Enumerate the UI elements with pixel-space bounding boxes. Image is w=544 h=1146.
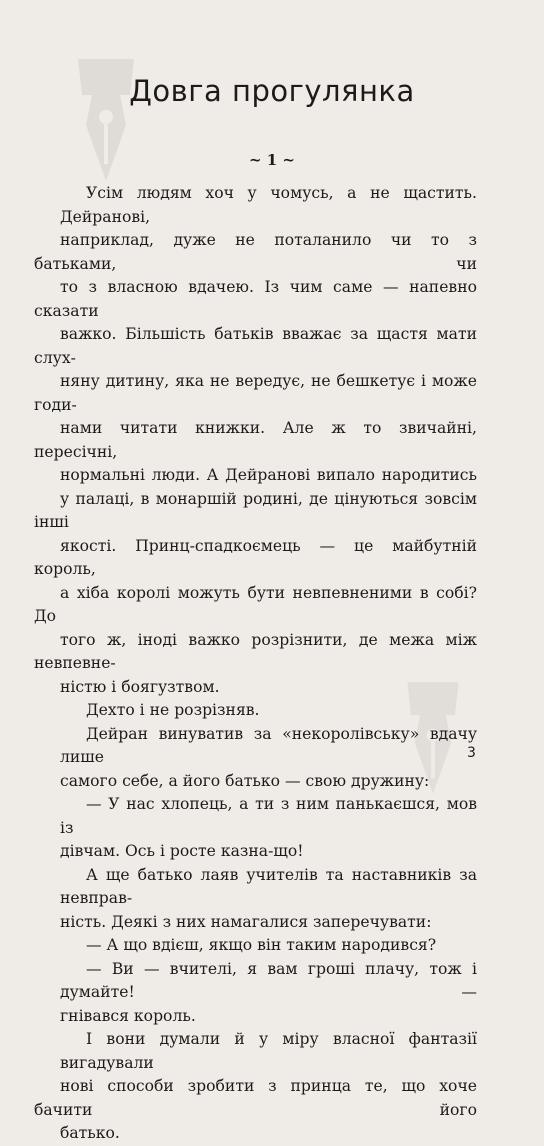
text-line: А ще батько лаяв учителів та наставників за невправ-: [60, 865, 477, 907]
text-line: ність. Деякі з них намагалися заперечувати:: [60, 912, 432, 931]
text-line: нові способи зробити з принца те, що хоче бачити його: [34, 1077, 477, 1119]
text-line: дівчам. Ось і росте казна-що!: [60, 842, 304, 860]
paragraph: [60, 723, 477, 794]
paragraph: [60, 958, 477, 1029]
paragraph: [60, 699, 477, 723]
text-line: нами читати книжки. Але ж то звичайні, пересічні,: [34, 419, 477, 461]
text-line: нормальні люди. А Дейранові випало народитись: [60, 466, 477, 484]
paragraph: [34, 1028, 477, 1146]
text-line: якості. Принц-спадкоємець — це майбутній король,: [34, 536, 477, 578]
page-number: 3: [467, 745, 476, 761]
text-line: гнівався король.: [60, 1006, 196, 1025]
text-line: Дейран винуватив за «некоролівську» вдачу лише: [60, 724, 477, 766]
chapter-number: ~ 1 ~: [248, 151, 296, 169]
paragraph: [60, 793, 477, 864]
text-line: — А що вдієш, якщо він таким народився?: [86, 936, 437, 954]
paragraph: [34, 182, 477, 699]
text-line: — Ви — вчителі, я вам гроші плачу, тож і думайте! —: [60, 959, 477, 1001]
text-line: того ж, іноді важко розрізнити, де межа між невпевне-: [34, 630, 477, 672]
text-line: Усім людям хоч у чомусь, а не щастить. Дейранові,: [60, 184, 477, 226]
paragraph: [60, 864, 477, 935]
text-line: ністю і боягузтвом.: [60, 677, 220, 696]
body-text: [34, 182, 477, 1146]
text-line: Дехто і не розрізняв.: [86, 701, 260, 719]
text-line: самого себе, а його батько — свою дружину:: [60, 771, 430, 790]
text-line: няну дитину, яка не вередує, не бешкетує і може годи-: [34, 372, 477, 414]
text-line: наприклад, дуже не поталанило чи то з батьками, чи: [34, 231, 477, 273]
text-line: то з власною вдачею. Із чим саме — напевно сказати: [34, 278, 477, 320]
text-line: важко. Більшість батьків вважає за щастя мати слух-: [34, 325, 477, 367]
paragraph: [60, 934, 477, 958]
text-line: — У нас хлопець, а ти з ним панькаєшся, мов із: [60, 795, 477, 837]
text-line: І вони думали й у міру власної фантазії вигадували: [60, 1030, 477, 1072]
text-line: батько.: [60, 1124, 120, 1142]
chapter-title: Довга прогулянка: [129, 74, 415, 108]
text-line: а хіба королі можуть бути невпевненими в собі? До: [34, 583, 477, 625]
text-line: у палаці, в монаршій родині, де цінуються зовсім інші: [34, 489, 477, 531]
